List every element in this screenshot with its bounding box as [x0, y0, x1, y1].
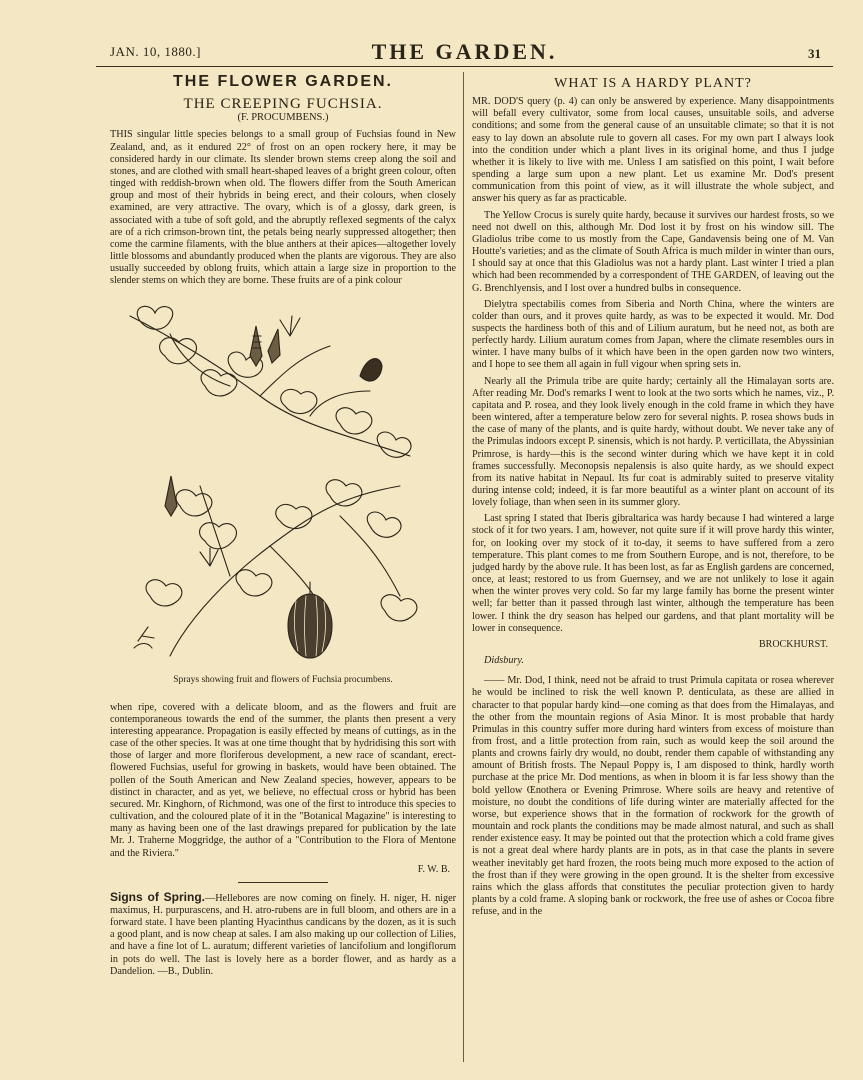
article-paragraph: when ripe, covered with a delicate bloom, and as the flowers and fruit are contemporaneous towards the end of the summer, the plants then present a very interesting appearance. Propagation is easily effected by means of cuttings, as in the case of the other species. It was at one time thought that by hydridising this sort with those of larger and more floriferous development, a new race of scandant, erect-flowered Fuchsias, useful for growing in baskets, would have been obtained. The pollen of the South American and New Zealand species, however, appears to be distinct in character, and as yet, we believe, no effectual cross or hybrid has been secured. Mr. Kinghorn, of Richmond, was one of the first to introduce this species to cultivation, and the coloured plate of it in the "Botanical Magazine" is interesting to many as having been one of the last drawings prepared for publication by the late Mr. J. Traherne Moggridge, the author of a "Contribution to the Flora of Mentone and the Riviera." — [110, 701, 456, 859]
figure-caption: Sprays showing fruit and flowers of Fuchsia procumbens. — [173, 674, 393, 685]
article-signature: BROCKHURST. — [759, 638, 828, 650]
spring-text: —Hellebores are now coming on finely. H. niger, H. niger maximus, H. purpurascens, and H. atro-rubens are in full bloom, and others are in a forward state. I have been planting Hyacinthus candicans by the dozen, as it is such a good plant, and is now cheap at sales. I am also making up our collection of Lilies, and have a fine lot of L. auratum; different varieties of lancifolium and longiflorum in pots do well. The last is lovely here as a border flower, and as hardy as a Dandelion. —B., Dublin. — [110, 892, 456, 977]
article-paragraph: Dielytra spectabilis comes from Siberia and North China, where the winters are colder than ours, and it proves quite hardy, as was to be expected it would. Mr. Dod suspects the hardiness both of this and of Lilium auratum, but he need not, as both are perfectly hardy. Lilium auratum comes from Japan, where the climate resembles ours in winter. I have many bulbs of it which have been in the open garden now two winters, and I hope to see them all again in full vigour when spring sets in. — [472, 298, 834, 371]
article-subtitle: (F. PROCUMBENS.) — [237, 112, 329, 124]
article-paragraph: The Yellow Crocus is surely quite hardy, because it survives our hardest frosts, so we need not dwell on this, although Mr. Dod lost it by frost on his window sill. The Gladiolus tribe come to us mostly from the Cape, Gandavensis being one of M. Van Houtte's varieties; and as the climate of South Africa is much milder in winter than ours, I should say at once that this Gladiolus was not a hardy plant. Last winter I tried a plan which had been recommended by a correspondent of THE GARDEN, of leaving out the G. Brenchlyensis, and I lost over a hundred bulbs in consequence. — [472, 209, 834, 294]
fuchsia-illustration — [110, 296, 456, 672]
issue-date: JAN. 10, 1880.] — [110, 44, 201, 59]
article-paragraph: Last spring I stated that Iberis gibraltarica was hardy because I had wintered a large stock of it for two years. I am, however, not quite sure if it will prove hardy this winter, for, on looking over my stock of it to-day, it seems to have suffered from a zero temperature. This plant comes to me from Southern Europe, and is not, therefore, to be judged hardy by the above rule. It has been lost, as far as English gardens are concerned, once, at least; restored to us from Guernsey, and we are not unlikely to lose it again when the winter proves very cold. So far my large family has borne the present winter well; far better than it passed through last winter, although the temperature has been lower. I think the dry season has helped our gardens, and that plant mortality will be lower in consequence. — [472, 513, 834, 634]
article-paragraph: Nearly all the Primula tribe are quite hardy; certainly all the Himalayan sorts are. After reading Mr. Dod's remarks I went to look at the two sorts which he names, viz., P. capitata and P. rosea, and they look lively enough in the cold frame in which they have been wintered, after a temperature below zero for several nights. P. rosea shows buds in the case of many of the plants, and is quite hardy, without doubt. We never take any of the Primulas indoors except P. sinensis, which is not hardy. P. verticillata, the Abyssinian Primrose, is hardy—this is the second winter during which we have kept it in cold frames successfully. Meconopsis nepalensis is also quite hardy, as we should expect from its native habitat in Nepaul. Its fur coat is admirably suited to preserve vitality during intense cold; indeed, it is far more beautiful as a winter plant on account of its lovely foliage, than when seen in its summer glory. — [472, 375, 834, 509]
page-header — [96, 40, 833, 67]
left-column — [110, 72, 456, 982]
article-paragraph: MR. DOD'S query (p. 4) can only be answered by experience. Many disappointments will befall every cultivator, some from local causes, unsuitable soils, and adverse conditions; and some from the general cause of an unsuitable climate; so that it is not easy to lay down an absolute rule to govern all cases. For my own part I always look into the condition under which a plant lives in its original home, and thus I judge whether it is likely to live with me. Unless I am satisfied on this point, I wait before spending a large sum upon a new plant. Let us examine Mr. Dod's present communication from this point of view, as it will illustrate the whole subject, and answer his query as far as practicable. — [472, 96, 834, 205]
page-number: 31 — [808, 46, 821, 61]
publication-title: THE GARDEN. — [371, 39, 558, 64]
spring-heading: Signs of Spring. — [110, 889, 206, 904]
fuchsia-engraving — [110, 296, 456, 672]
article-title: WHAT IS A HARDY PLANT? — [554, 76, 752, 91]
article-signature: F. W. B. — [417, 863, 450, 875]
article-paragraph: THIS singular little species belongs to a small group of Fuchsias found in New Zealand, and, as it endured 22° of frost on an open rockery here, it may be considered hardy in our climate. Its slender brown stems creep along the soil and stones, and are clothed with small heart-shaped leaves of a bright green colour, often tinged with reddish-brown when old. The flowers differ from the South American group and most of their hybrids in being erect, and their colours, when closely examined, are very attractive. The ovary, which is of a glossy, dark green, is associated with a tube of soft gold, and the abruptly reflexed segments of the calyx are of a rich crimson-brown tint, the petals being nearly suppressed altogether; then come the carmine filaments, with the blue anthers at their apices—altogether lovely little blossoms and abundantly produced when the plants are vigorous. They are also usually succeeded by oblong fruits, which attain a large size in proportion to the slender stems on which they are borne. These fruits are of a pink colour — [110, 129, 456, 287]
right-column — [472, 72, 834, 922]
section-divider — [238, 882, 328, 883]
article-title: THE CREEPING FUCHSIA. — [183, 96, 383, 113]
article-place: Didsbury. — [484, 655, 524, 667]
column-divider — [463, 72, 464, 1062]
section-heading: THE FLOWER GARDEN. — [173, 73, 393, 90]
article-paragraph: —— Mr. Dod, I think, need not be afraid to trust Primula capitata or rosea wherever he would be inclined to risk the well known P. denticulata, as these are allied in character to that popular hardy kind—one coming as that does from the Himalayas, and the other from the mountain regions of Asia Minor. It is most probable that hardy Primulas in this country suffer more during hard winters from excess of moisture than from frost, and a little protection from rain, such as would keep the soil around the plants and crowns fairly dry would, no doubt, render them capable of withstanding any amount of British frosts. The Nepaul Poppy is, I am disposed to think, hardly worth purchase at the price Mr. Dod mentions, as when in bloom it is far less showy than the bold yellow Œnothera or Evening Primrose. Where soils are heavy and retentive of moisture, no doubt the conditions of life during winter are materially affected for the worse, but experience shows that in the formation of rockwork for the growth of mountain and rock plants the conditions may be made almost natural, and such as shall render existence easy. It may be pointed out that the protection which a cold frame gives is not a great deal where hardy plants are in pots, as in that case the plants in severe weather inevitably get hard frozen, the roots being much more exposed to the action of the frost than if they were growing in the open ground. It is the shelter from excessive rains which the glass affords that constitutes the peculiar protection given to hardy plants by a cold frame. A sloping bank or rockwork, the free use of ashes or Cocoa fibre refuse, and in the — [472, 675, 834, 918]
spring-paragraph — [110, 891, 456, 978]
